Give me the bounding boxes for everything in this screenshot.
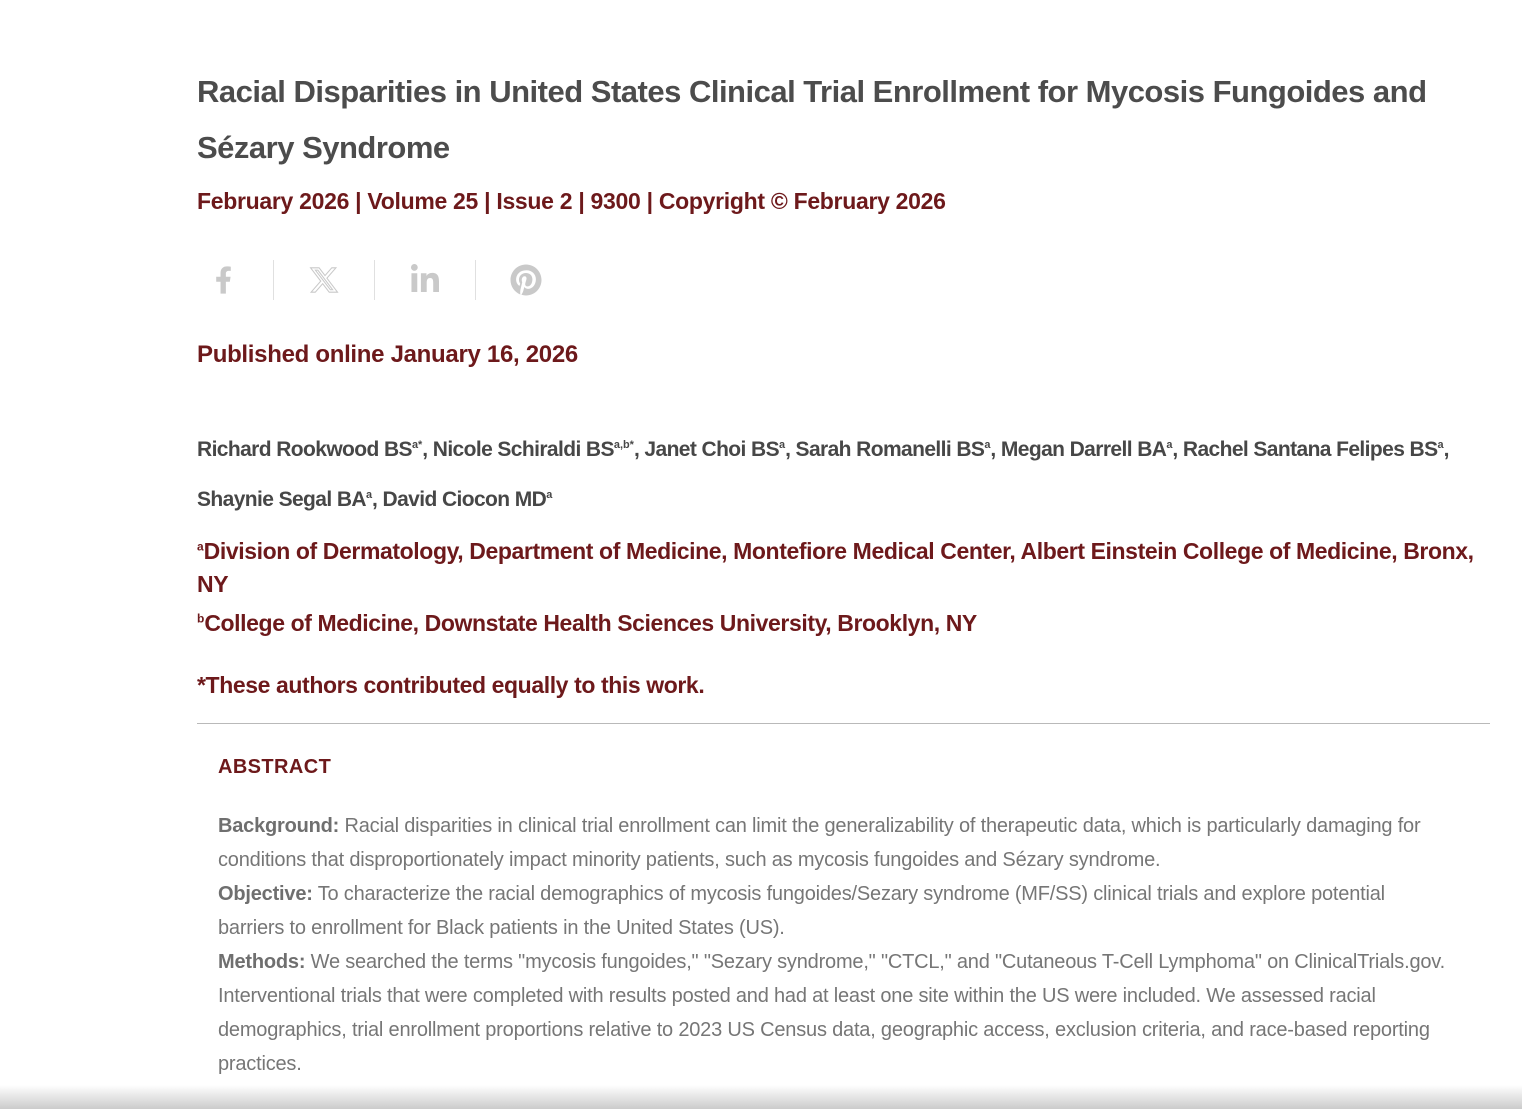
abstract-heading: ABSTRACT <box>218 756 332 778</box>
author: Megan Darrell $BA^a$, <box>1000 438 1183 461</box>
abstract-subsection-text: We searched the terms "mycosis fungoides," "Sezary syndrome," "CTCL," and "Cutaneous T-Cell Lymphoma" on ClinicalTrials.gov. Interventional trials that were completed with results posted and had at least one site within the US were included. We assessed racial demographics, trial enrollment proportions relative to 2023 US Census data, geographic access, exclusion criteria, and race-based reporting practices. <box>218 951 1445 1075</box>
facebook-share-icon[interactable] <box>197 264 249 296</box>
author: David Ciocon $MD^a$ <box>382 488 553 511</box>
social-share-bar <box>197 259 1502 301</box>
abstract-subsection-text: Racial disparities in clinical trial enrollment can limit the generalizability of therapeutic data, which is particularly damaging for conditions that disproportionately impact minority patients, such as mycosis fungoides and Sézary syndrome. <box>218 815 1421 871</box>
author-affiliation-marker: a <box>365 489 373 501</box>
author-affiliation-marker: a* <box>411 439 423 451</box>
section-divider <box>197 723 1490 724</box>
social-divider <box>374 260 375 300</box>
social-divider <box>475 260 476 300</box>
author: Richard Rookwood $BS^{a*}$, <box>197 438 433 461</box>
author-affiliation-marker: a,b* <box>613 439 634 451</box>
x-share-icon[interactable] <box>298 265 350 295</box>
affiliation-marker: a <box>197 539 204 554</box>
author: Rachel Santana Felipes $BS^a$, <box>1182 438 1449 461</box>
author: Janet Choi $BS^a$, <box>644 438 796 461</box>
article-title: Racial Disparities in United States Clinical Trial Enrollment for Mycosis Fungoides and Sézary Syndrome <box>197 74 1427 165</box>
page-bottom-fade <box>0 1085 1522 1109</box>
author-affiliation-marker: a <box>1166 439 1173 451</box>
affiliation-list <box>197 535 1502 640</box>
equal-contribution-note: *These authors contributed equally to this work. <box>197 672 705 698</box>
affiliation: $^b$College of Medicine, Downstate Health Sciences University, Brooklyn, NY <box>197 610 977 636</box>
linkedin-share-icon[interactable] <box>399 264 451 296</box>
author: Sarah Romanelli $BS^a$, <box>795 438 1001 461</box>
author-affiliation-marker: a <box>546 489 553 501</box>
abstract-subsection-label: Background: <box>218 815 340 837</box>
abstract-subsection-background <box>218 809 1456 877</box>
pinterest-share-icon[interactable] <box>500 264 552 296</box>
author-affiliation-marker: a <box>778 439 786 451</box>
author: Nicole Schiraldi $BS^{a,b*}$, <box>432 438 645 461</box>
affiliation: $^a$Division of Dermatology, Department of Medicine, Montefiore Medical Center, Albert Einstein College of Medicine, Bronx, NY <box>197 538 1474 597</box>
abstract-subsection-label: Methods: <box>218 951 306 973</box>
author-list <box>197 425 1502 525</box>
abstract-section <box>197 756 1502 1081</box>
author-affiliation-marker: a <box>984 439 991 451</box>
issue-meta-line: February 2026 | Volume 25 | Issue 2 | 9300 | Copyright © February 2026 <box>197 188 946 214</box>
abstract-subsection-methods <box>218 945 1456 1081</box>
author: Shaynie Segal $BA^a$, <box>197 488 383 511</box>
abstract-subsection-label: Objective: <box>218 883 313 905</box>
abstract-subsection-text: To characterize the racial demographics of mycosis fungoides/Sezary syndrome (MF/SS) clinical trials and explore potential barriers to enrollment for Black patients in the United States (US). <box>218 883 1385 939</box>
affiliation-marker: b <box>197 611 205 626</box>
abstract-body <box>218 809 1456 1081</box>
social-divider <box>273 260 274 300</box>
abstract-subsection-objective <box>218 877 1456 945</box>
published-online-date: Published online January 16, 2026 <box>197 341 578 368</box>
author-affiliation-marker: a <box>1437 439 1444 451</box>
